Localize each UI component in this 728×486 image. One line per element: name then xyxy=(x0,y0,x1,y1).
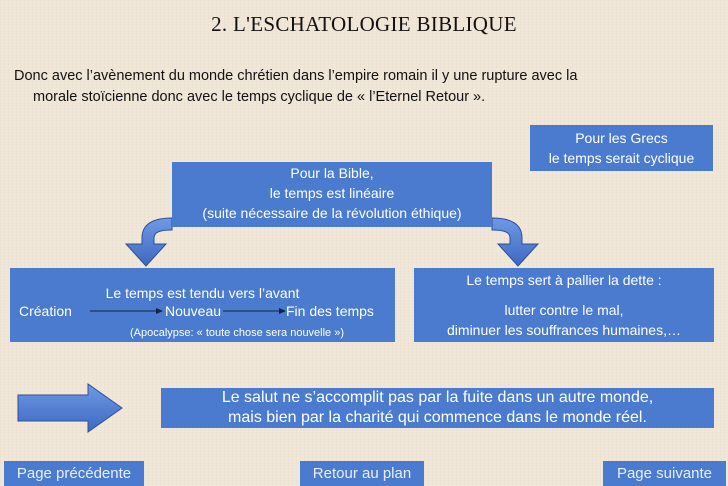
time-forward-heading: Le temps est tendu vers l’avant xyxy=(105,285,300,301)
timeline-arrow-icon xyxy=(90,308,163,314)
bible-box-line-1: Pour la Bible, xyxy=(290,165,374,181)
slide-title: 2. L'ESCHATOLOGIE BIBLIQUE xyxy=(211,12,517,36)
bible-box-line-3: (suite nécessaire de la révolution éthique) xyxy=(202,205,462,221)
debt-box-line-3: diminuer les souffrances humaines,… xyxy=(447,322,681,338)
timeline-arrow-icon xyxy=(223,308,286,314)
greek-box-line-2: le temps serait cyclique xyxy=(548,150,695,166)
intro-line-2: morale stoïcienne donc avec le temps cyclique de « l’Eternel Retour ». xyxy=(33,89,486,105)
right-arrow-icon xyxy=(18,384,122,432)
salvation-box xyxy=(161,388,714,428)
curved-arrow-icon xyxy=(126,218,172,266)
back-to-plan-button[interactable]: Retour au plan xyxy=(300,461,424,486)
creation-label: Création xyxy=(19,303,72,319)
curved-arrow-icon xyxy=(492,218,538,266)
intro-line-1: Donc avec l’avènement du monde chrétien dans l’empire romain il y une rupture avec la xyxy=(14,68,578,84)
debt-box-line-2: lutter contre le mal, xyxy=(504,302,624,318)
apocalypse-note: (Apocalypse: « toute chose sera nouvelle ») xyxy=(130,327,345,339)
debt-box-spacer xyxy=(414,290,714,300)
greek-box-line-1: Pour les Grecs xyxy=(575,130,668,146)
salvation-line-1: Le salut ne s’accomplit pas par la fuite dans un autre monde, xyxy=(221,389,654,406)
time-debt-box xyxy=(414,268,714,342)
bible-time-box xyxy=(172,162,492,227)
nouveau-label: Nouveau xyxy=(165,303,222,319)
salvation-line-2: mais bien par la charité qui commence dans le monde réel. xyxy=(228,409,647,426)
time-forward-box xyxy=(10,268,395,342)
previous-page-button[interactable]: Page précédente xyxy=(4,461,144,486)
greek-time-box xyxy=(530,125,713,171)
next-page-button[interactable]: Page suivante xyxy=(603,461,726,486)
debt-box-line-1: Le temps sert à pallier la dette : xyxy=(466,272,662,288)
fin-des-temps-label: Fin des temps xyxy=(286,303,374,319)
bible-box-line-2: le temps est linéaire xyxy=(269,185,395,201)
